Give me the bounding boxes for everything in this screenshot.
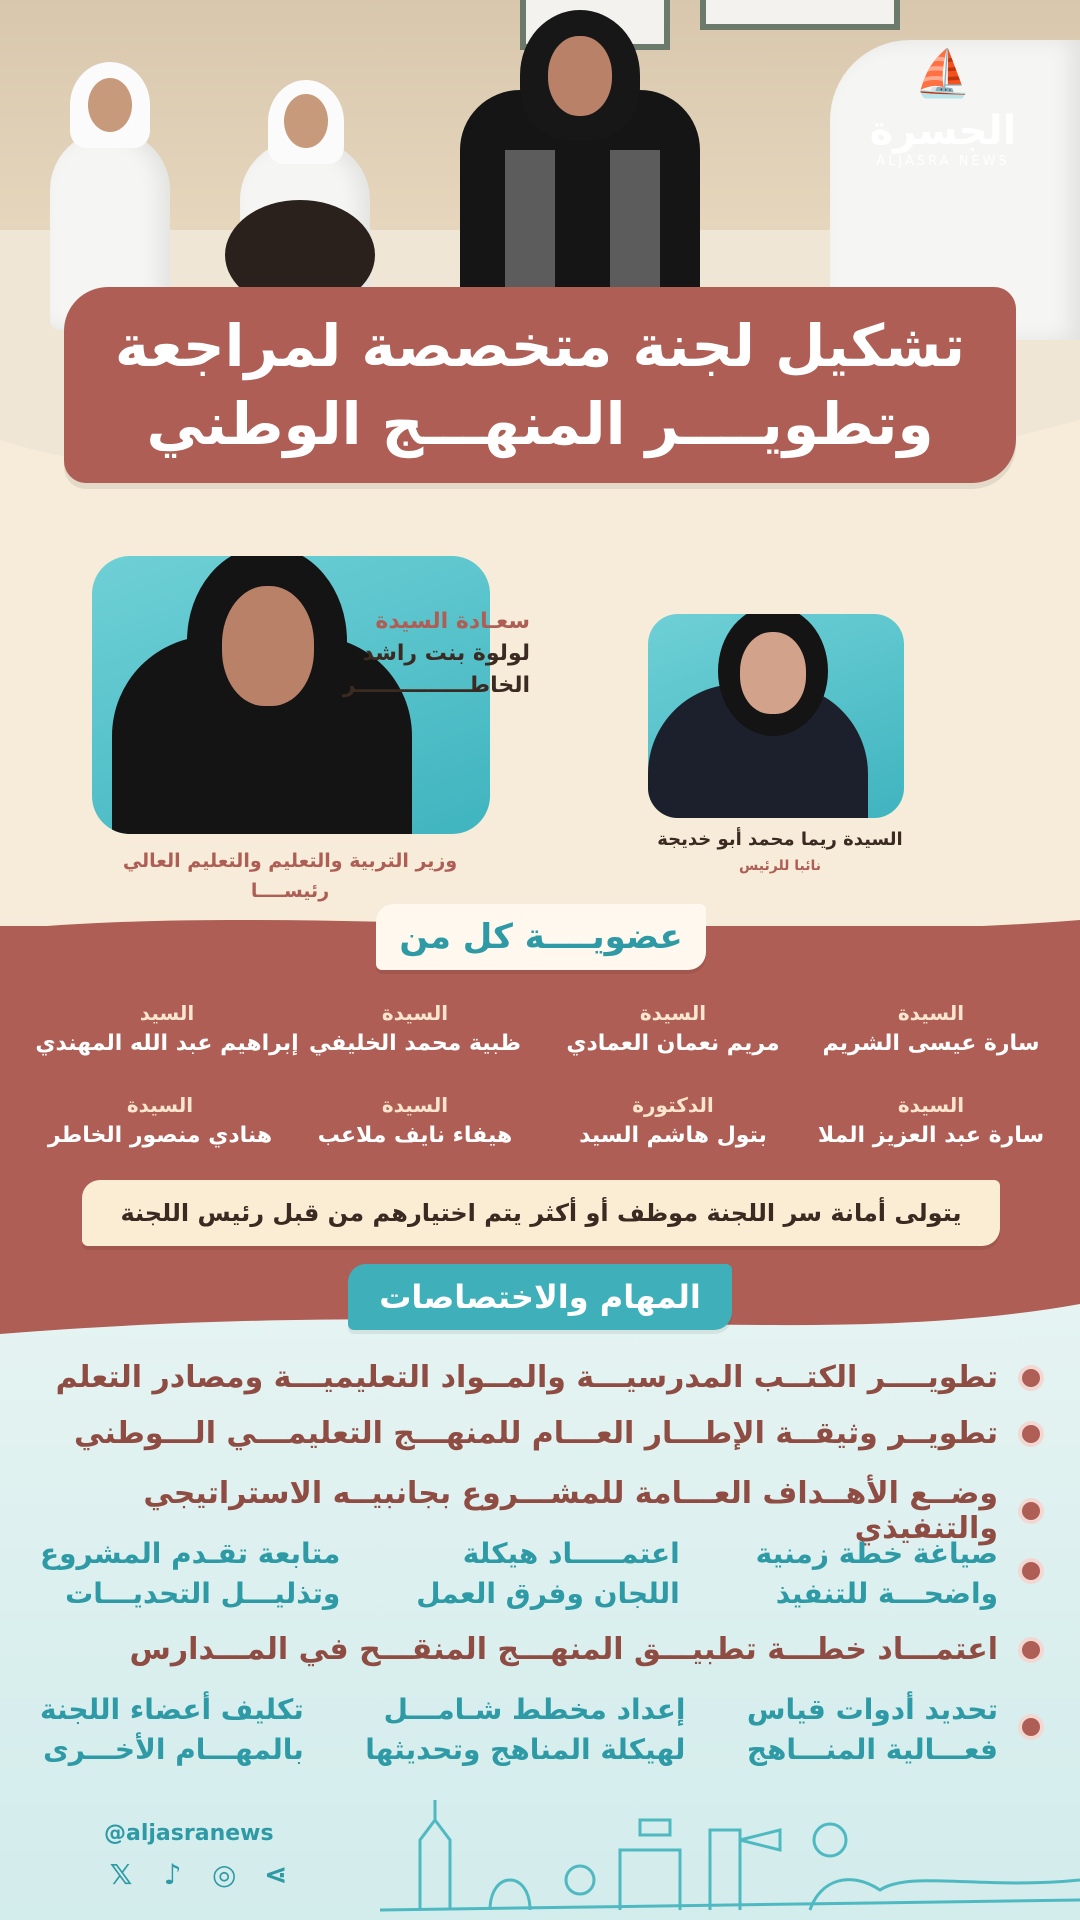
member-title: السيد	[139, 1001, 195, 1025]
bullet-icon	[1022, 1641, 1040, 1659]
chair-honorific: سعـادة السيدة	[375, 609, 530, 634]
member-name: ظبية محمد الخليفي	[309, 1031, 521, 1056]
chair-role: رئيســــا	[250, 880, 330, 902]
member-name: سارة عيسى الشريم	[822, 1031, 1040, 1056]
task-col-line: لهيكلة المناهج وتحديثها	[365, 1733, 686, 1766]
member-1	[806, 998, 1056, 1060]
task-item	[40, 1632, 1040, 1667]
task-columns	[40, 1534, 998, 1614]
task-col-line: فعـــالية المنـــاهج	[746, 1733, 998, 1766]
bullet-icon	[1022, 1425, 1040, 1443]
social-handle: @aljasranews	[104, 1821, 274, 1846]
member-name: سارة عبد العزيز الملا	[817, 1123, 1045, 1148]
secretariat-note: يتولى أمانة سر اللجنة موظف أو أكثر يتم اختيارهم من قبل رئيس اللجنة	[82, 1180, 1000, 1246]
task-col	[40, 1690, 304, 1770]
task-col-line: واضحـــة للتنفيذ	[775, 1577, 998, 1610]
bullet-icon	[1022, 1502, 1040, 1520]
share-icon[interactable]: ⋖	[264, 1858, 288, 1891]
member-name: إبراهيم عبد الله المهندي	[35, 1031, 299, 1056]
vice-chair-role: نائبا للرئيس	[738, 858, 822, 874]
city-line-art	[380, 1780, 1080, 1920]
task-col-line: تكليف أعضاء اللجنة	[40, 1693, 304, 1726]
member-title: الدكتورة	[632, 1093, 714, 1117]
instagram-icon[interactable]: ◎	[211, 1858, 237, 1891]
portrait-face	[740, 632, 806, 714]
bullet-icon	[1022, 1369, 1040, 1387]
member-3	[290, 998, 540, 1060]
member-title: السيدة	[639, 1001, 707, 1025]
brand-logo	[858, 38, 1028, 169]
task-text: اعتمـــاد خطـــة تطبيـــق المنهـــج المنقـــح في المـــدارس	[129, 1632, 998, 1667]
person	[284, 94, 328, 148]
member-name: بتول هاشم السيد	[579, 1123, 767, 1148]
task-text: تطويــــر الكتــب المدرسيـــة والمــواد التعليميـــة ومصادر التعلم	[55, 1360, 998, 1395]
member-title: السيدة	[126, 1093, 194, 1117]
x-icon[interactable]: 𝕏	[109, 1858, 133, 1891]
member-5	[806, 1090, 1056, 1152]
tiktok-icon[interactable]: ♪	[163, 1858, 182, 1891]
task-item	[40, 1360, 1040, 1395]
membership-heading: عضويــــة كل من	[376, 904, 706, 970]
task-text: وضــع الأهــداف العـــامة للمشـــروع بجانبيــه الاستراتيجي والتنفيذي	[143, 1476, 998, 1546]
vice-chair-block	[640, 826, 920, 878]
vice-chair-name: السيدة ريما محمد أبو خديجة	[657, 829, 903, 850]
member-7	[290, 1090, 540, 1152]
bullet-icon	[1022, 1718, 1040, 1736]
task-col-line: متابعة تقـدم المشروع	[40, 1537, 341, 1570]
vice-chair-photo	[648, 614, 904, 818]
task-col	[40, 1534, 340, 1614]
member-title: السيدة	[897, 1001, 965, 1025]
member-title: السيدة	[381, 1093, 449, 1117]
task-col-line: اللجان وفرق العمل	[416, 1577, 680, 1610]
chair-name-2: الخاطـــــــــــــــر	[342, 673, 530, 698]
task-text: تطويــر وثيقــة الإطـــار العـــام للمنهـــج التعليمـــي الـــوطني	[74, 1416, 998, 1451]
member-name: مريم نعمان العمادي	[566, 1031, 780, 1056]
task-col-line: اعتمـــــاد هيكلة	[462, 1537, 680, 1570]
task-item-multi	[40, 1690, 1040, 1770]
person	[548, 36, 612, 116]
person	[88, 78, 132, 132]
task-item-multi	[40, 1534, 1040, 1614]
task-col-line: تحديد أدوات قياس	[746, 1693, 998, 1726]
chair-position: وزير التربية والتعليم والتعليم العالي	[122, 850, 458, 872]
member-4	[22, 998, 312, 1060]
task-columns	[40, 1690, 998, 1770]
ship-icon: ⛵	[914, 46, 972, 100]
task-col-line: إعداد مخطط شـامـــل	[383, 1693, 686, 1726]
chair-name-1: لولوة بنت راشد	[362, 641, 530, 666]
member-name: هنادي منصور الخاطر	[47, 1123, 273, 1148]
task-col-line: وتذليـــل التحديـــات	[65, 1577, 341, 1610]
logo-sub: ALJASRA NEWS	[876, 154, 1010, 169]
member-6	[548, 1090, 798, 1152]
social-footer	[104, 1818, 305, 1892]
task-col	[747, 1690, 998, 1770]
task-item	[40, 1416, 1040, 1451]
portrait-face	[222, 586, 314, 706]
member-name: هيفاء نايف ملاعب	[317, 1123, 513, 1148]
title-line-2: وتطويــــر المنهـــج الوطني	[146, 390, 934, 458]
title-line-1: تشكيل لجنة متخصصة لمراجعة	[114, 312, 966, 380]
chair-name-block	[330, 606, 530, 702]
task-col	[416, 1534, 680, 1614]
member-2	[548, 998, 798, 1060]
bullet-icon	[1022, 1562, 1040, 1580]
task-col-line: صياغة خطة زمنية	[755, 1537, 998, 1570]
title-banner	[64, 287, 1016, 483]
task-col	[365, 1690, 685, 1770]
logo-text: الجسرة	[869, 108, 1017, 154]
member-title: السيدة	[381, 1001, 449, 1025]
window	[700, 0, 900, 30]
tasks-heading: المهام والاختصاصات	[348, 1264, 732, 1330]
task-col-line: بالمهـــام الأخـــرى	[43, 1733, 304, 1766]
member-8	[20, 1090, 300, 1152]
task-col	[756, 1534, 998, 1614]
member-title: السيدة	[897, 1093, 965, 1117]
